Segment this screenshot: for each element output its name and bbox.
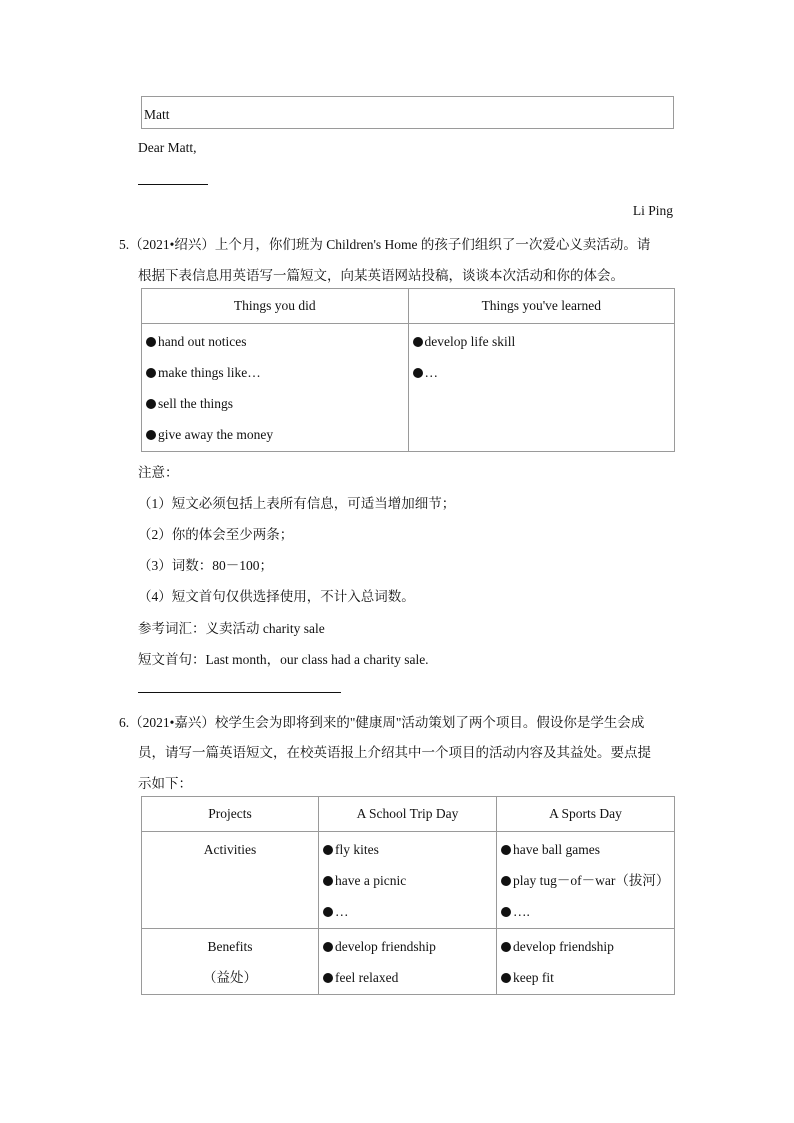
q5-prompt-line-1: 5.（2021•绍兴）上个月，你们班为 Children's Home 的孩子们组织了一次爱心义卖活动。请 bbox=[119, 237, 651, 252]
list-item: have ball games bbox=[497, 834, 674, 865]
list-item: develop life skill bbox=[409, 326, 674, 357]
bullet-icon bbox=[501, 973, 511, 983]
bullet-icon bbox=[501, 907, 511, 917]
list-item: keep fit bbox=[497, 962, 674, 993]
answer-blank-line bbox=[138, 692, 341, 693]
bullet-icon bbox=[501, 845, 511, 855]
q5-table bbox=[141, 288, 675, 452]
q6-prompt-line-1: 6.（2021•嘉兴）校学生会为即将到来的"健康周"活动策划了两个项目。假设你是学生会成 bbox=[119, 715, 645, 730]
q5-first-sentence: 短文首句：Last month，our class had a charity sale. bbox=[138, 652, 429, 667]
q5-note-3: （3）词数：80－100； bbox=[138, 558, 273, 573]
bullet-icon bbox=[146, 368, 156, 378]
list-item: …. bbox=[497, 896, 674, 927]
bullet-icon bbox=[146, 399, 156, 409]
list-item: fly kites bbox=[319, 834, 496, 865]
q6-prompt-line-3: 示如下： bbox=[138, 776, 192, 791]
q6-prompt-line-2: 员，请写一篇英语短文，在校英语报上介绍其中一个项目的活动内容及其益处。要点提 bbox=[138, 745, 651, 760]
bullet-icon bbox=[413, 337, 423, 347]
list-item: develop friendship bbox=[319, 931, 496, 962]
q6-row-benefits-label: Benefits （益处） bbox=[142, 929, 319, 995]
q6-trip-benefits bbox=[319, 929, 497, 995]
salutation: Dear Matt, bbox=[138, 140, 197, 155]
list-item: sell the things bbox=[142, 388, 408, 419]
q5-header-learned: Things you've learned bbox=[408, 289, 674, 324]
q5-note-4: （4）短文首句仅供选择使用，不计入总词数。 bbox=[138, 589, 415, 604]
q6-trip-activities bbox=[319, 832, 497, 929]
list-item: … bbox=[319, 896, 496, 927]
list-item: develop friendship bbox=[497, 931, 674, 962]
bullet-icon bbox=[146, 430, 156, 440]
bullet-icon bbox=[146, 337, 156, 347]
list-item: … bbox=[409, 357, 674, 388]
q5-note-2: （2）你的体会至少两条； bbox=[138, 527, 294, 542]
q6-header-projects: Projects bbox=[142, 797, 319, 832]
bullet-icon bbox=[323, 907, 333, 917]
q5-notes-title: 注意： bbox=[138, 465, 179, 480]
q5-header-did: Things you did bbox=[142, 289, 409, 324]
signature: Li Ping bbox=[632, 203, 673, 218]
bullet-icon bbox=[413, 368, 423, 378]
q5-learned-cell bbox=[408, 324, 674, 452]
bullet-icon bbox=[501, 876, 511, 886]
answer-blank-line bbox=[138, 184, 208, 185]
q6-table bbox=[141, 796, 675, 995]
q5-did-cell bbox=[142, 324, 409, 452]
q5-vocab: 参考词汇：义卖活动 charity sale bbox=[138, 621, 325, 636]
recipient-name: Matt bbox=[144, 107, 170, 122]
list-item: have a picnic bbox=[319, 865, 496, 896]
bullet-icon bbox=[323, 942, 333, 952]
q5-prompt-line-2: 根据下表信息用英语写一篇短文，向某英语网站投稿，谈谈本次活动和你的体会。 bbox=[138, 268, 624, 283]
list-item: play tug－of－war（拔河） bbox=[497, 865, 674, 896]
q5-note-1: （1）短文必须包括上表所有信息，可适当增加细节； bbox=[138, 496, 456, 511]
bullet-icon bbox=[323, 973, 333, 983]
recipient-box bbox=[141, 96, 674, 129]
q6-row-activities-label: Activities bbox=[142, 832, 319, 929]
list-item: give away the money bbox=[142, 419, 408, 450]
bullet-icon bbox=[323, 876, 333, 886]
q6-header-trip: A School Trip Day bbox=[319, 797, 497, 832]
q6-sports-activities bbox=[497, 832, 675, 929]
bullet-icon bbox=[501, 942, 511, 952]
q6-header-sports: A Sports Day bbox=[497, 797, 675, 832]
q6-sports-benefits bbox=[497, 929, 675, 995]
list-item: make things like… bbox=[142, 357, 408, 388]
list-item: hand out notices bbox=[142, 326, 408, 357]
bullet-icon bbox=[323, 845, 333, 855]
list-item: feel relaxed bbox=[319, 962, 496, 993]
